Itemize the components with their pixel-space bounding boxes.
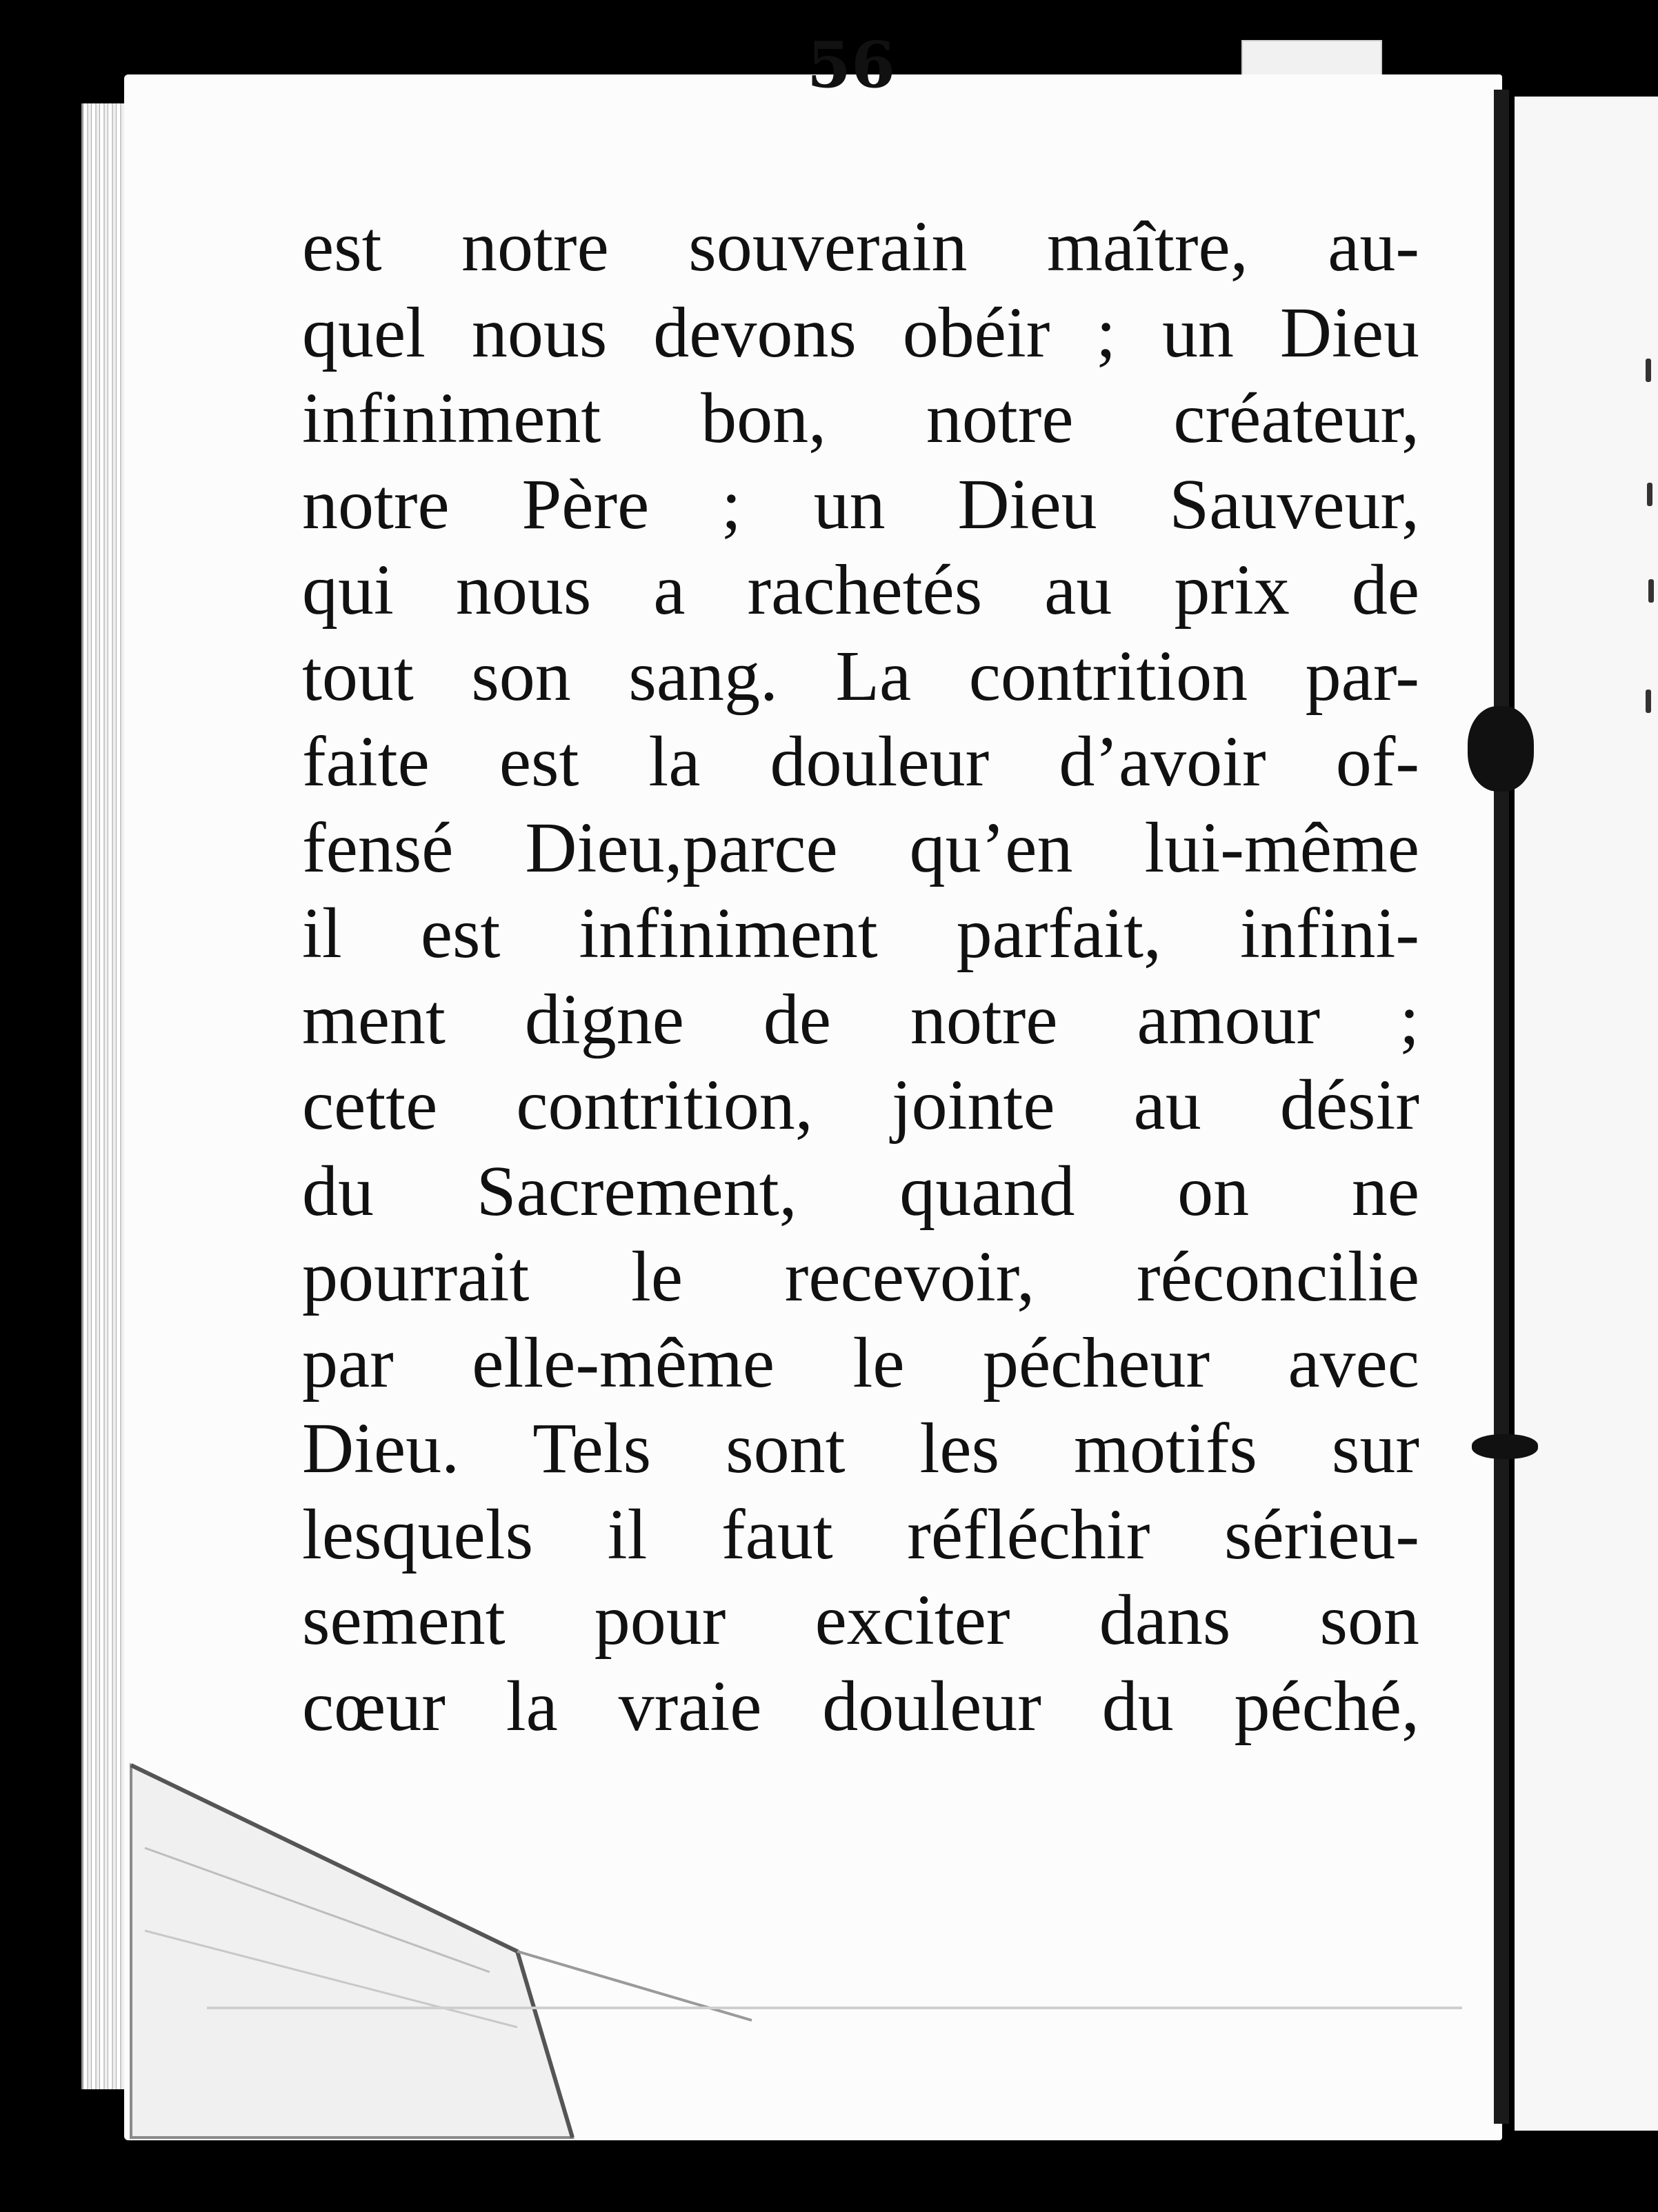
text-line: tout son sang. La contrition par- xyxy=(302,636,1419,716)
folded-corner xyxy=(131,1765,752,2124)
text-line: est notre souverain maître, au- xyxy=(302,207,1419,286)
text-line: notre Père ; un Dieu Sauveur, xyxy=(302,464,1419,544)
text-line: infiniment bon, notre créateur, xyxy=(302,379,1419,458)
text-line: pourrait le recevoir, réconcilie xyxy=(302,1237,1419,1316)
text-line: lesquels il faut réfléchir sérieu- xyxy=(302,1494,1419,1574)
paper-damage-mark xyxy=(1468,706,1534,792)
text-line: qui nous a rachetés au prix de xyxy=(302,550,1419,630)
page-gutter-shadow xyxy=(1494,90,1509,2124)
text-line: cœur la vraie douleur du péché, xyxy=(302,1666,1419,1746)
body-text xyxy=(302,204,1419,1749)
text-line: il est infiniment parfait, infini- xyxy=(302,894,1419,973)
page-number: 56 xyxy=(806,28,896,102)
page-bottom-edge-line xyxy=(207,2007,1462,2009)
text-line: Dieu. Tels sont les motifs sur xyxy=(302,1409,1419,1488)
facing-page-mark xyxy=(1646,359,1651,382)
facing-page-mark xyxy=(1648,579,1654,603)
facing-page-mark xyxy=(1646,690,1651,713)
text-line: quel nous devons obéir ; un Dieu xyxy=(302,292,1419,372)
paper-damage-mark xyxy=(1472,1434,1538,1459)
facing-page-mark xyxy=(1647,483,1652,506)
text-line: par elle-même le pécheur avec xyxy=(302,1323,1419,1402)
text-line: faite est la douleur d’avoir of- xyxy=(302,722,1419,801)
text-line: ment digne de notre amour ; xyxy=(302,979,1419,1059)
text-line: cette contrition, jointe au désir xyxy=(302,1065,1419,1145)
text-line: fensé Dieu,parce qu’en lui-même xyxy=(302,807,1419,887)
text-line: sement pour exciter dans son xyxy=(302,1580,1419,1660)
facing-page-edge xyxy=(1515,97,1658,2131)
text-line: du Sacrement, quand on ne xyxy=(302,1151,1419,1231)
